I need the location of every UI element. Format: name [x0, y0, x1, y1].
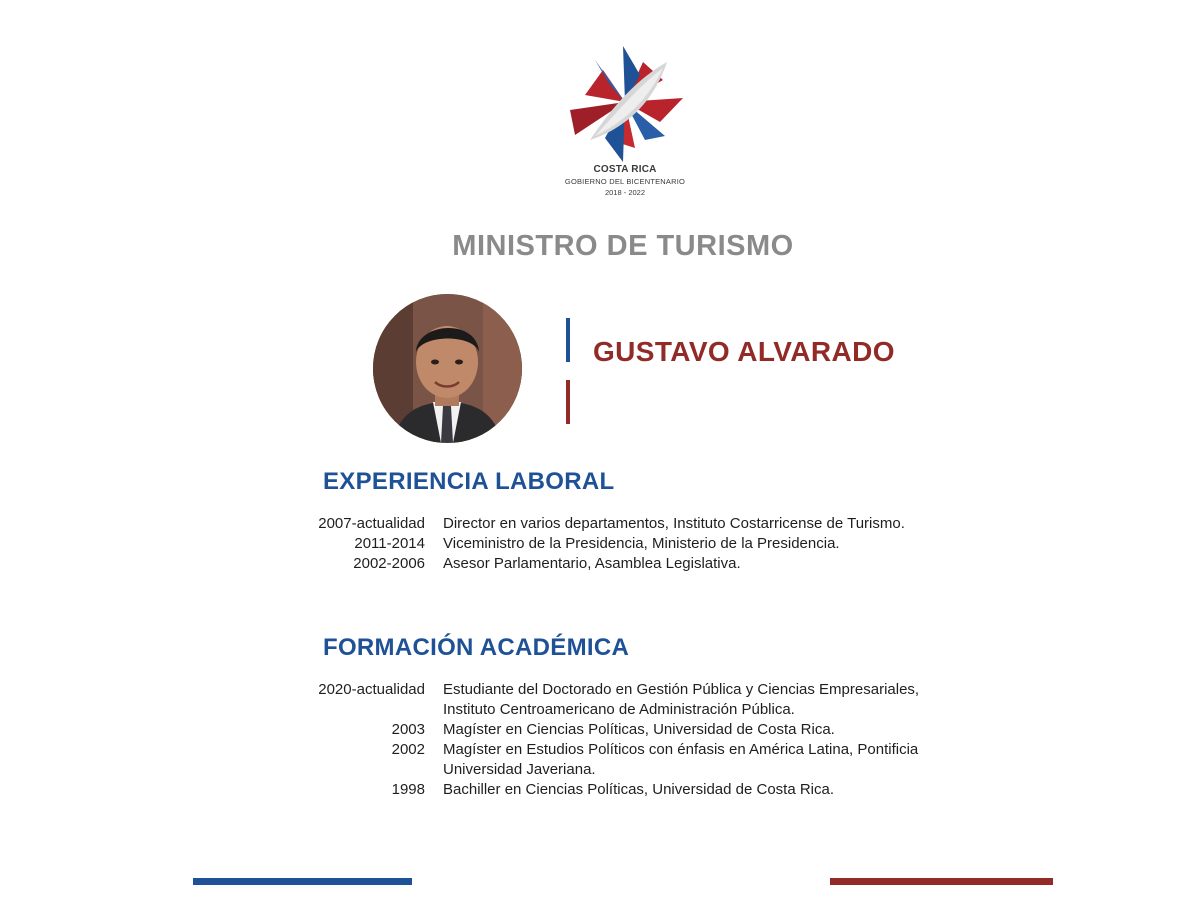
entry-years: 2007-actualidad — [318, 515, 425, 532]
entry-years: 2011-2014 — [354, 535, 425, 552]
experience-list — [280, 514, 940, 574]
avatar — [373, 294, 522, 443]
footer-bar-red — [830, 878, 1053, 885]
list-item — [280, 720, 940, 740]
entry-text: Magíster en Ciencias Políticas, Universidad de Costa Rica. — [443, 721, 835, 738]
entry-years: 2002-2006 — [353, 555, 425, 572]
list-item — [280, 514, 940, 534]
entry-years: 2002 — [391, 741, 425, 758]
entry-text: Estudiante del Doctorado en Gestión Pública y Ciencias Empresariales, Instituto Centroamericano de Administración Pública. — [443, 681, 920, 718]
bicentennial-star-logo-icon — [565, 40, 685, 165]
portrait-photo-icon — [373, 294, 522, 443]
entry-text: Asesor Parlamentario, Asamblea Legislativa. — [443, 555, 741, 572]
person-name: GUSTAVO ALVARADO — [593, 336, 895, 367]
list-item — [280, 780, 940, 800]
list-item — [280, 680, 940, 720]
entry-years: 2020-actualidad — [318, 681, 425, 698]
entry-text: Bachiller en Ciencias Políticas, Universidad de Costa Rica. — [443, 781, 835, 798]
role-title: MINISTRO DE TURISMO — [452, 230, 794, 262]
entry-years: 2003 — [391, 721, 425, 738]
entry-text: Magíster en Estudios Políticos con énfasis en América Latina, Pontificia Universidad Javeriana. — [443, 741, 919, 778]
list-item — [280, 740, 940, 780]
logo-subtitle: GOBIERNO DEL BICENTENARIO — [564, 177, 686, 186]
logo-country: COSTA RICA — [593, 164, 657, 175]
experience-heading: EXPERIENCIA LABORAL — [323, 468, 615, 495]
entry-text: Viceministro de la Presidencia, Ministerio de la Presidencia. — [443, 535, 840, 552]
entry-years: 1998 — [391, 781, 425, 798]
education-heading: FORMACIÓN ACADÉMICA — [323, 634, 630, 661]
footer-bar-blue — [193, 878, 412, 885]
entry-text: Director en varios departamentos, Instituto Costarricense de Turismo. — [443, 515, 905, 532]
list-item — [280, 554, 940, 574]
government-logo — [550, 40, 700, 200]
list-item — [280, 534, 940, 554]
logo-years: 2018 - 2022 — [604, 188, 646, 197]
education-list — [280, 680, 940, 800]
accent-bar-red — [566, 380, 570, 424]
accent-bar-blue — [566, 318, 570, 362]
